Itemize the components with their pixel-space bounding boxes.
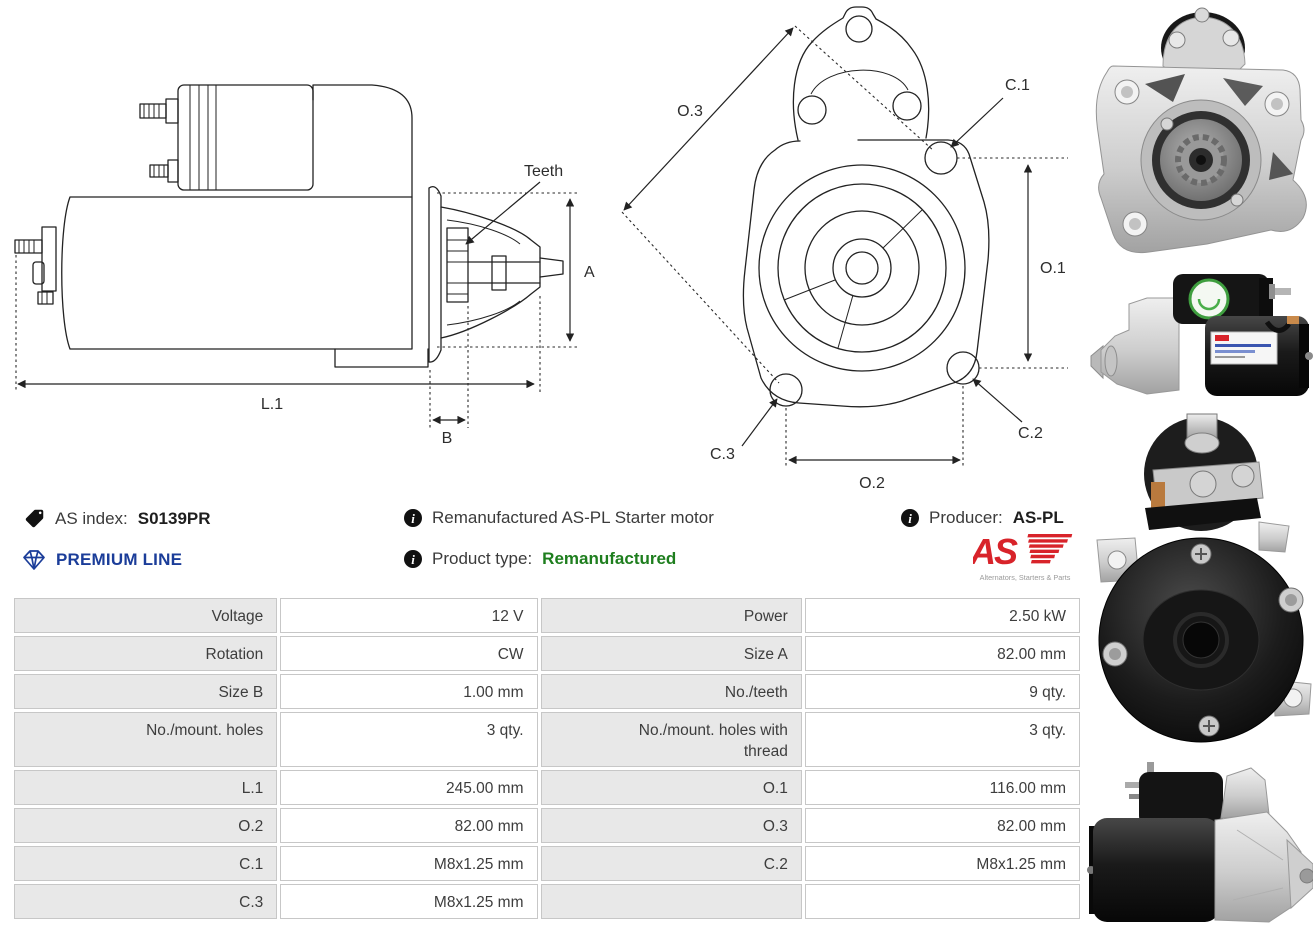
spec-label-cell: O.2 xyxy=(14,808,277,843)
spec-value-cell: CW xyxy=(280,636,537,671)
spec-value-cell: 82.00 mm xyxy=(805,808,1080,843)
spec-value-cell: M8x1.25 mm xyxy=(280,846,537,881)
dim-o2-label: O.2 xyxy=(859,475,885,492)
spec-label-cell xyxy=(541,884,802,919)
dim-c1-label: C.1 xyxy=(1005,77,1030,94)
spec-value-cell: 12 V xyxy=(280,598,537,633)
table-row xyxy=(14,884,1080,919)
table-row xyxy=(14,770,1080,805)
photo-side-view-right xyxy=(1087,272,1313,402)
spec-label-cell: Size A xyxy=(541,636,802,671)
product-type-row xyxy=(404,549,676,569)
spec-label-text: No./mount. holes with thread xyxy=(638,722,788,760)
product-type-label: Product type: xyxy=(432,549,533,568)
photo-front-view xyxy=(1087,4,1313,268)
spec-label-cell: Power xyxy=(541,598,802,633)
spec-label-cell: C.2 xyxy=(541,846,802,881)
producer-value: AS-PL xyxy=(1012,508,1064,527)
info-icon xyxy=(901,509,919,527)
producer-label: Producer: xyxy=(929,508,1003,527)
spec-value-cell: 1.00 mm xyxy=(280,674,537,709)
spec-label-cell: O.3 xyxy=(541,808,802,843)
table-row xyxy=(14,712,1080,767)
spec-value-cell: 116.00 mm xyxy=(805,770,1080,805)
table-row xyxy=(14,598,1080,633)
spec-value-cell: 3 qty. xyxy=(805,712,1080,767)
spec-value-cell: 82.00 mm xyxy=(805,636,1080,671)
as-index-value: S0139PR xyxy=(137,508,211,528)
spec-value-cell: 245.00 mm xyxy=(280,770,537,805)
spec-value-cell: M8x1.25 mm xyxy=(280,884,537,919)
as-index-label: AS index: xyxy=(55,508,128,528)
photo-side-view-left xyxy=(1087,760,1313,932)
spec-label-cell: No./teeth xyxy=(541,674,802,709)
spec-value-cell: M8x1.25 mm xyxy=(805,846,1080,881)
spec-label-cell: Voltage xyxy=(14,598,277,633)
premium-line-row xyxy=(22,549,182,571)
info-icon xyxy=(404,550,422,568)
table-row xyxy=(14,674,1080,709)
spec-label-cell: O.1 xyxy=(541,770,802,805)
spec-label-cell: C.1 xyxy=(14,846,277,881)
as-pl-logo-graphic xyxy=(973,531,1077,585)
table-row xyxy=(14,808,1080,843)
dim-o3-label: O.3 xyxy=(677,103,703,120)
front-view-diagram xyxy=(610,0,1080,495)
spec-table xyxy=(11,595,1083,922)
spec-label-cell: No./mount. holes xyxy=(14,712,277,767)
dim-l1-label: L.1 xyxy=(260,396,284,413)
tag-icon xyxy=(24,508,45,529)
side-view-diagram xyxy=(0,0,620,460)
spec-value-cell: 2.50 kW xyxy=(805,598,1080,633)
product-description: Remanufactured AS-PL Starter motor xyxy=(432,508,714,527)
dim-a-label: A xyxy=(584,264,595,281)
info-icon xyxy=(404,509,422,527)
table-row xyxy=(14,636,1080,671)
photo-rear-view xyxy=(1087,412,1313,758)
spec-value-cell: 82.00 mm xyxy=(280,808,537,843)
description-row xyxy=(404,508,714,528)
spec-label-cell: C.3 xyxy=(14,884,277,919)
product-type-value: Remanufactured xyxy=(542,549,677,568)
spec-label-cell: Rotation xyxy=(14,636,277,671)
logo-text: AS xyxy=(973,531,1017,572)
logo-tagline: Alternators, Starters & Parts xyxy=(979,573,1071,582)
premium-line-label: PREMIUM LINE xyxy=(56,550,183,569)
diamond-icon xyxy=(22,549,46,571)
spec-value-cell: 9 qty. xyxy=(805,674,1080,709)
dim-o1-label: O.1 xyxy=(1040,260,1066,277)
as-pl-logo xyxy=(973,531,1077,590)
producer-row xyxy=(901,508,1064,528)
teeth-label: Teeth xyxy=(524,163,564,180)
spec-label-cell: Size B xyxy=(14,674,277,709)
dim-b-label: B xyxy=(441,430,453,447)
dim-c2-label: C.2 xyxy=(1018,425,1043,442)
dim-c3-label: C.3 xyxy=(710,446,735,463)
spec-label-cell: L.1 xyxy=(14,770,277,805)
as-index-row xyxy=(24,508,211,529)
spec-label-cell xyxy=(541,712,802,767)
spec-value-cell: 3 qty. xyxy=(280,712,537,767)
spec-value-cell xyxy=(805,884,1080,919)
table-row xyxy=(14,846,1080,881)
